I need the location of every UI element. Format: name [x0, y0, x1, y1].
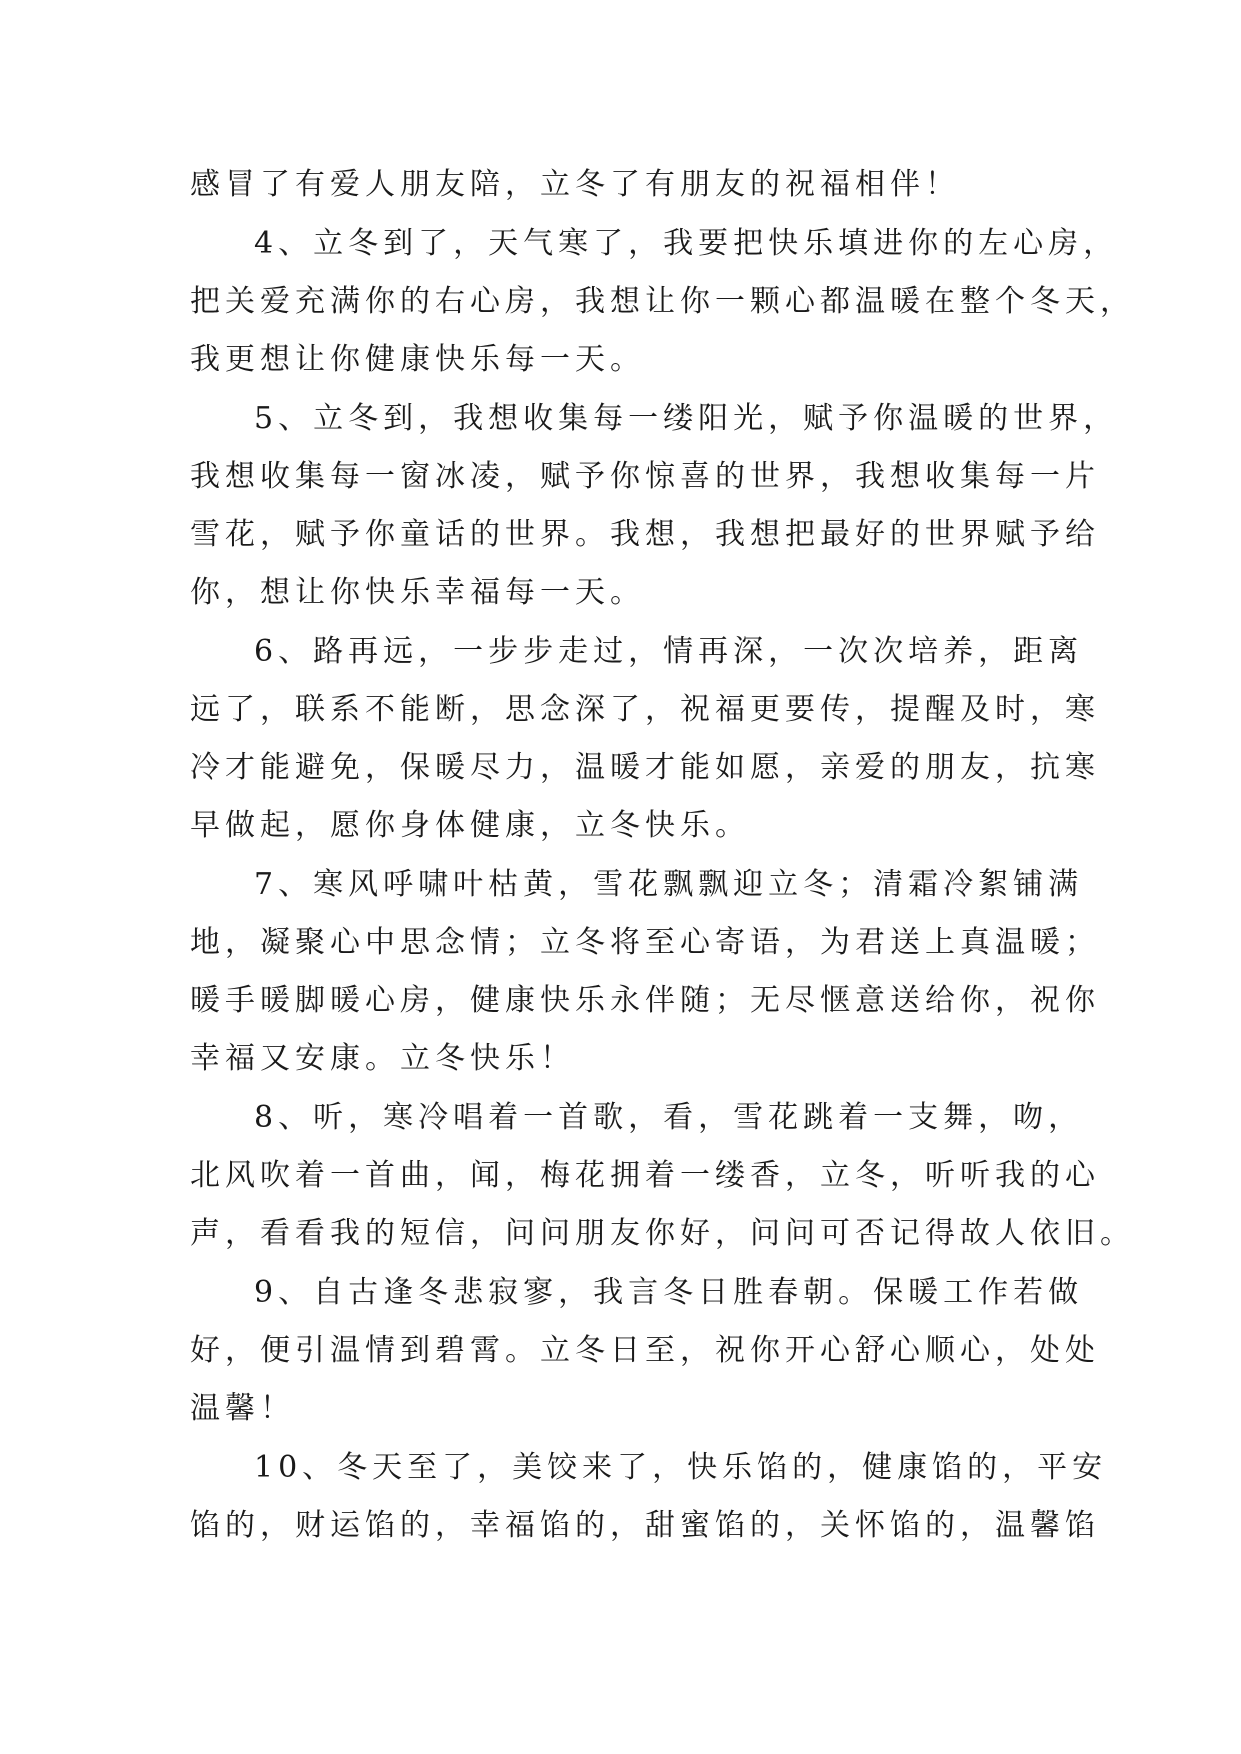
- text-line: 7、寒风呼啸叶枯黄，雪花飘飘迎立冬；清霜冷絮铺满: [254, 867, 1084, 902]
- text-line: 感冒了有爱人朋友陪，立冬了有朋友的祝福相伴！: [190, 167, 960, 202]
- text-line: 5、立冬到，我想收集每一缕阳光，赋予你温暖的世界，: [254, 401, 1119, 436]
- text-line: 我更想让你健康快乐每一天。: [190, 342, 645, 377]
- text-line: 我想收集每一窗冰凌，赋予你惊喜的世界，我想收集每一片: [190, 459, 1100, 494]
- text-line: 雪花，赋予你童话的世界。我想，我想把最好的世界赋予给: [190, 517, 1100, 552]
- text-line: 8、听，寒冷唱着一首歌，看，雪花跳着一支舞，吻，: [254, 1100, 1084, 1135]
- text-line: 10、冬天至了，美饺来了，快乐馅的，健康馅的，平安: [254, 1450, 1108, 1485]
- text-line: 幸福又安康。立冬快乐！: [190, 1041, 575, 1076]
- text-line: 6、路再远，一步步走过，情再深，一次次培养，距离: [254, 634, 1084, 669]
- text-line: 馅的，财运馅的，幸福馅的，甜蜜馅的，关怀馅的，温馨馅: [190, 1508, 1100, 1543]
- text-line: 远了，联系不能断，思念深了，祝福更要传，提醒及时，寒: [190, 692, 1100, 727]
- text-line: 9、自古逢冬悲寂寥，我言冬日胜春朝。保暖工作若做: [254, 1275, 1084, 1310]
- text-line: 把关爱充满你的右心房，我想让你一颗心都温暖在整个冬天，: [190, 284, 1135, 319]
- text-line: 北风吹着一首曲，闻，梅花拥着一缕香，立冬，听听我的心: [190, 1158, 1100, 1193]
- text-line: 声，看看我的短信，问问朋友你好，问问可否记得故人依旧。: [190, 1216, 1135, 1251]
- text-line: 温馨！: [190, 1391, 295, 1426]
- text-line: 冷才能避免，保暖尽力，温暖才能如愿，亲爱的朋友，抗寒: [190, 750, 1100, 785]
- text-line: 你，想让你快乐幸福每一天。: [190, 575, 645, 610]
- text-line: 4、立冬到了，天气寒了，我要把快乐填进你的左心房，: [254, 226, 1119, 261]
- text-line: 好，便引温情到碧霄。立冬日至，祝你开心舒心顺心，处处: [190, 1333, 1100, 1368]
- text-line: 早做起，愿你身体健康，立冬快乐。: [190, 808, 750, 843]
- text-line: 暖手暖脚暖心房，健康快乐永伴随；无尽惬意送给你，祝你: [190, 983, 1100, 1018]
- text-line: 地，凝聚心中思念情；立冬将至心寄语，为君送上真温暖；: [190, 925, 1100, 960]
